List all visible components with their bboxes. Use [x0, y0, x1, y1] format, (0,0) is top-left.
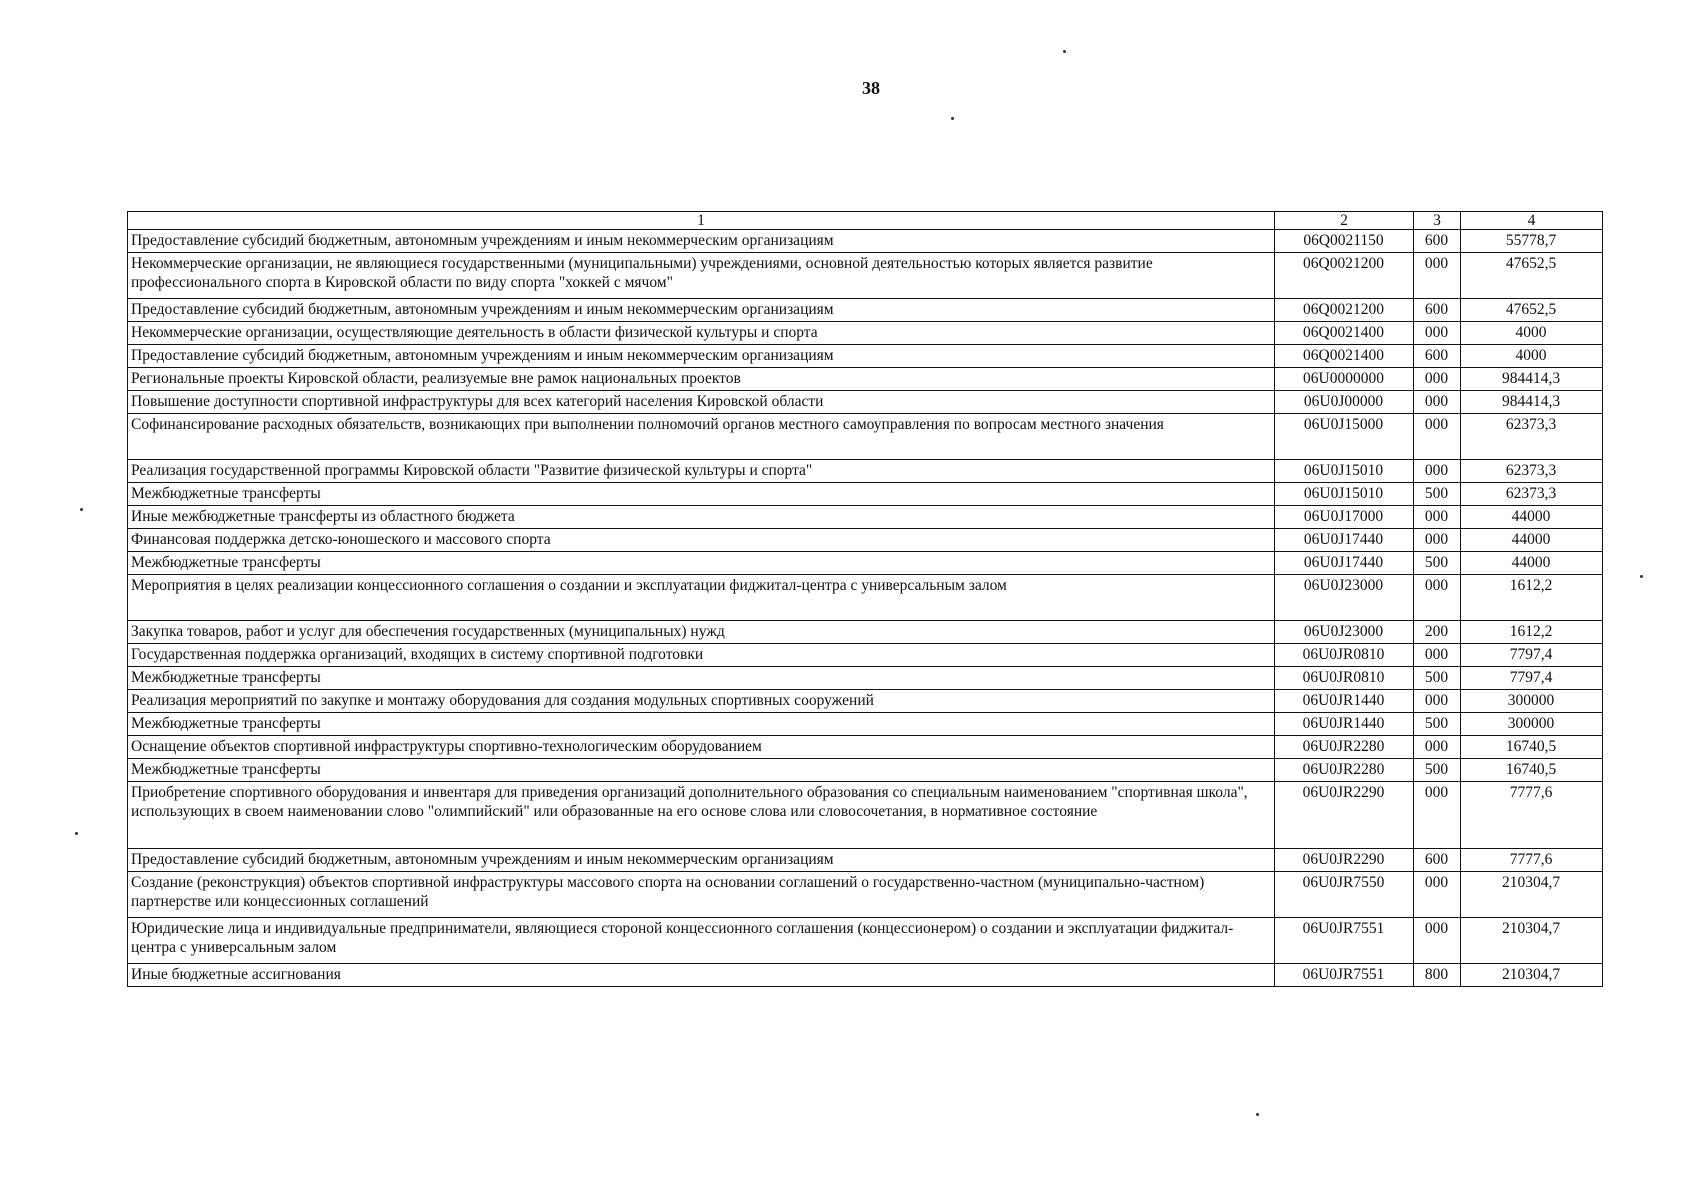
row-name-cell: Государственная поддержка организаций, входящих в систему спортивной подготовки: [128, 644, 1275, 667]
row-sum-cell: 210304,7: [1461, 964, 1603, 987]
table-row: [128, 368, 1603, 391]
row-sum-cell: 62373,3: [1461, 460, 1603, 483]
table-row: [128, 690, 1603, 713]
row-kvr-cell: 000: [1414, 506, 1461, 529]
table-header-row: [128, 212, 1603, 230]
table-row: [128, 345, 1603, 368]
row-code-cell: 06U0J23000: [1275, 621, 1414, 644]
table-row: [128, 506, 1603, 529]
row-kvr-cell: 500: [1414, 713, 1461, 736]
row-name-cell: Предоставление субсидий бюджетным, автономным учреждениям и иным некоммерческим организациям: [128, 299, 1275, 322]
budget-table-container: [127, 211, 1602, 987]
table-row: [128, 483, 1603, 506]
table-row: [128, 759, 1603, 782]
header-col-4: 4: [1461, 212, 1603, 230]
row-sum-cell: 44000: [1461, 552, 1603, 575]
row-sum-cell: 16740,5: [1461, 736, 1603, 759]
row-kvr-cell: 000: [1414, 368, 1461, 391]
row-name-cell: Межбюджетные трансферты: [128, 667, 1275, 690]
table-row: [128, 849, 1603, 872]
row-code-cell: 06U0JR1440: [1275, 690, 1414, 713]
row-name-cell: Повышение доступности спортивной инфраструктуры для всех категорий населения Кировской области: [128, 391, 1275, 414]
row-sum-cell: 4000: [1461, 345, 1603, 368]
row-name-cell: Региональные проекты Кировской области, реализуемые вне рамок национальных проектов: [128, 368, 1275, 391]
row-code-cell: 06U0J15000: [1275, 414, 1414, 460]
row-code-cell: 06Q0021150: [1275, 230, 1414, 253]
row-sum-cell: 62373,3: [1461, 414, 1603, 460]
row-code-cell: 06U0JR2290: [1275, 782, 1414, 849]
row-name-cell: Межбюджетные трансферты: [128, 552, 1275, 575]
row-kvr-cell: 000: [1414, 529, 1461, 552]
table-row: [128, 736, 1603, 759]
row-name-cell: Иные бюджетные ассигнования: [128, 964, 1275, 987]
row-code-cell: 06Q0021400: [1275, 322, 1414, 345]
row-sum-cell: 300000: [1461, 713, 1603, 736]
row-name-cell: Юридические лица и индивидуальные предприниматели, являющиеся стороной концессионного соглашения (концессионером) о создании и эксплуатации фиджитал-центра с универсальным залом: [128, 918, 1275, 964]
row-code-cell: 06U0JR1440: [1275, 713, 1414, 736]
row-code-cell: 06U0JR7550: [1275, 872, 1414, 918]
row-kvr-cell: 600: [1414, 345, 1461, 368]
row-name-cell: Межбюджетные трансферты: [128, 759, 1275, 782]
table-row: [128, 299, 1603, 322]
row-name-cell: Реализация государственной программы Кировской области "Развитие физической культуры и спорта": [128, 460, 1275, 483]
row-code-cell: 06U0JR2280: [1275, 759, 1414, 782]
scan-speck: [1256, 1113, 1259, 1116]
table-row: [128, 529, 1603, 552]
row-kvr-cell: 200: [1414, 621, 1461, 644]
row-kvr-cell: 000: [1414, 644, 1461, 667]
row-kvr-cell: 600: [1414, 849, 1461, 872]
row-code-cell: 06Q0021200: [1275, 299, 1414, 322]
row-code-cell: 06U0J17440: [1275, 552, 1414, 575]
table-row: [128, 414, 1603, 460]
row-kvr-cell: 000: [1414, 460, 1461, 483]
table-row: [128, 621, 1603, 644]
row-kvr-cell: 000: [1414, 575, 1461, 621]
row-kvr-cell: 600: [1414, 299, 1461, 322]
row-kvr-cell: 500: [1414, 667, 1461, 690]
row-kvr-cell: 000: [1414, 253, 1461, 299]
row-sum-cell: 47652,5: [1461, 253, 1603, 299]
row-code-cell: 06U0J15010: [1275, 460, 1414, 483]
row-code-cell: 06Q0021200: [1275, 253, 1414, 299]
row-sum-cell: 62373,3: [1461, 483, 1603, 506]
table-row: [128, 391, 1603, 414]
row-code-cell: 06U0000000: [1275, 368, 1414, 391]
table-row: [128, 322, 1603, 345]
row-code-cell: 06U0JR0810: [1275, 644, 1414, 667]
row-sum-cell: 1612,2: [1461, 575, 1603, 621]
row-sum-cell: 984414,3: [1461, 368, 1603, 391]
row-kvr-cell: 000: [1414, 918, 1461, 964]
row-code-cell: 06U0J17440: [1275, 529, 1414, 552]
row-code-cell: 06U0JR7551: [1275, 964, 1414, 987]
table-row: [128, 782, 1603, 849]
row-name-cell: Межбюджетные трансферты: [128, 713, 1275, 736]
row-sum-cell: 55778,7: [1461, 230, 1603, 253]
row-name-cell: Предоставление субсидий бюджетным, автономным учреждениям и иным некоммерческим организациям: [128, 345, 1275, 368]
table-row: [128, 872, 1603, 918]
table-row: [128, 713, 1603, 736]
row-code-cell: 06U0J00000: [1275, 391, 1414, 414]
row-sum-cell: 7797,4: [1461, 644, 1603, 667]
row-name-cell: Приобретение спортивного оборудования и инвентаря для приведения организаций дополнительного образования со специальным наименованием "спортивная школа", использующих в своем наименовании слово "олимпийский" или образованные на его основе слова или словосочетания, в нормативное состояние: [128, 782, 1275, 849]
row-name-cell: Создание (реконструкция) объектов спортивной инфраструктуры массового спорта на основании соглашений о государственно-частном (муниципально-частном) партнерстве или концессионных соглашений: [128, 872, 1275, 918]
table-row: [128, 667, 1603, 690]
row-name-cell: Реализация мероприятий по закупке и монтажу оборудования для создания модульных спортивных сооружений: [128, 690, 1275, 713]
row-code-cell: 06U0JR0810: [1275, 667, 1414, 690]
row-code-cell: 06Q0021400: [1275, 345, 1414, 368]
row-sum-cell: 44000: [1461, 529, 1603, 552]
scan-speck: [75, 832, 78, 835]
row-kvr-cell: 000: [1414, 391, 1461, 414]
row-name-cell: Мероприятия в целях реализации концессионного соглашения о создании и эксплуатации фиджитал-центра с универсальным залом: [128, 575, 1275, 621]
row-kvr-cell: 000: [1414, 414, 1461, 460]
row-kvr-cell: 000: [1414, 690, 1461, 713]
row-sum-cell: 4000: [1461, 322, 1603, 345]
table-row: [128, 918, 1603, 964]
row-sum-cell: 44000: [1461, 506, 1603, 529]
table-row: [128, 575, 1603, 621]
scan-speck: [1640, 575, 1643, 578]
row-sum-cell: 210304,7: [1461, 872, 1603, 918]
row-kvr-cell: 000: [1414, 872, 1461, 918]
row-code-cell: 06U0J23000: [1275, 575, 1414, 621]
row-code-cell: 06U0J17000: [1275, 506, 1414, 529]
row-name-cell: Софинансирование расходных обязательств, возникающих при выполнении полномочий органов местного самоуправления по вопросам местного значения: [128, 414, 1275, 460]
row-sum-cell: 300000: [1461, 690, 1603, 713]
row-code-cell: 06U0JR2280: [1275, 736, 1414, 759]
table-row: [128, 253, 1603, 299]
scan-speck: [80, 508, 83, 511]
table-row: [128, 644, 1603, 667]
row-sum-cell: 1612,2: [1461, 621, 1603, 644]
budget-table: [127, 211, 1603, 987]
row-kvr-cell: 000: [1414, 322, 1461, 345]
row-name-cell: Финансовая поддержка детско-юношеского и массового спорта: [128, 529, 1275, 552]
table-row: [128, 964, 1603, 987]
row-kvr-cell: 800: [1414, 964, 1461, 987]
table-row: [128, 460, 1603, 483]
row-name-cell: Предоставление субсидий бюджетным, автономным учреждениям и иным некоммерческим организациям: [128, 230, 1275, 253]
page-number: 38: [862, 78, 880, 98]
row-sum-cell: 16740,5: [1461, 759, 1603, 782]
row-code-cell: 06U0JR2290: [1275, 849, 1414, 872]
header-col-2: 2: [1275, 212, 1414, 230]
header-col-3: 3: [1414, 212, 1461, 230]
row-name-cell: Закупка товаров, работ и услуг для обеспечения государственных (муниципальных) нужд: [128, 621, 1275, 644]
row-sum-cell: 7777,6: [1461, 782, 1603, 849]
row-code-cell: 06U0J15010: [1275, 483, 1414, 506]
row-sum-cell: 984414,3: [1461, 391, 1603, 414]
table-row: [128, 552, 1603, 575]
scan-speck: [1063, 50, 1066, 53]
table-body: [128, 230, 1603, 987]
row-name-cell: Оснащение объектов спортивной инфраструктуры спортивно-технологическим оборудованием: [128, 736, 1275, 759]
row-sum-cell: 210304,7: [1461, 918, 1603, 964]
row-name-cell: Иные межбюджетные трансферты из областного бюджета: [128, 506, 1275, 529]
header-col-1: 1: [128, 212, 1275, 230]
row-kvr-cell: 000: [1414, 736, 1461, 759]
row-kvr-cell: 000: [1414, 782, 1461, 849]
row-code-cell: 06U0JR7551: [1275, 918, 1414, 964]
row-name-cell: Межбюджетные трансферты: [128, 483, 1275, 506]
row-kvr-cell: 500: [1414, 552, 1461, 575]
table-row: [128, 230, 1603, 253]
row-sum-cell: 7797,4: [1461, 667, 1603, 690]
row-name-cell: Предоставление субсидий бюджетным, автономным учреждениям и иным некоммерческим организациям: [128, 849, 1275, 872]
row-sum-cell: 7777,6: [1461, 849, 1603, 872]
row-kvr-cell: 500: [1414, 483, 1461, 506]
scan-speck: [951, 117, 954, 120]
row-sum-cell: 47652,5: [1461, 299, 1603, 322]
row-kvr-cell: 500: [1414, 759, 1461, 782]
row-name-cell: Некоммерческие организации, осуществляющие деятельность в области физической культуры и спорта: [128, 322, 1275, 345]
row-kvr-cell: 600: [1414, 230, 1461, 253]
row-name-cell: Некоммерческие организации, не являющиеся государственными (муниципальными) учреждениями, основной деятельностью которых является развитие профессионального спорта в Кировской области по виду спорта "хоккей с мячом": [128, 253, 1275, 299]
